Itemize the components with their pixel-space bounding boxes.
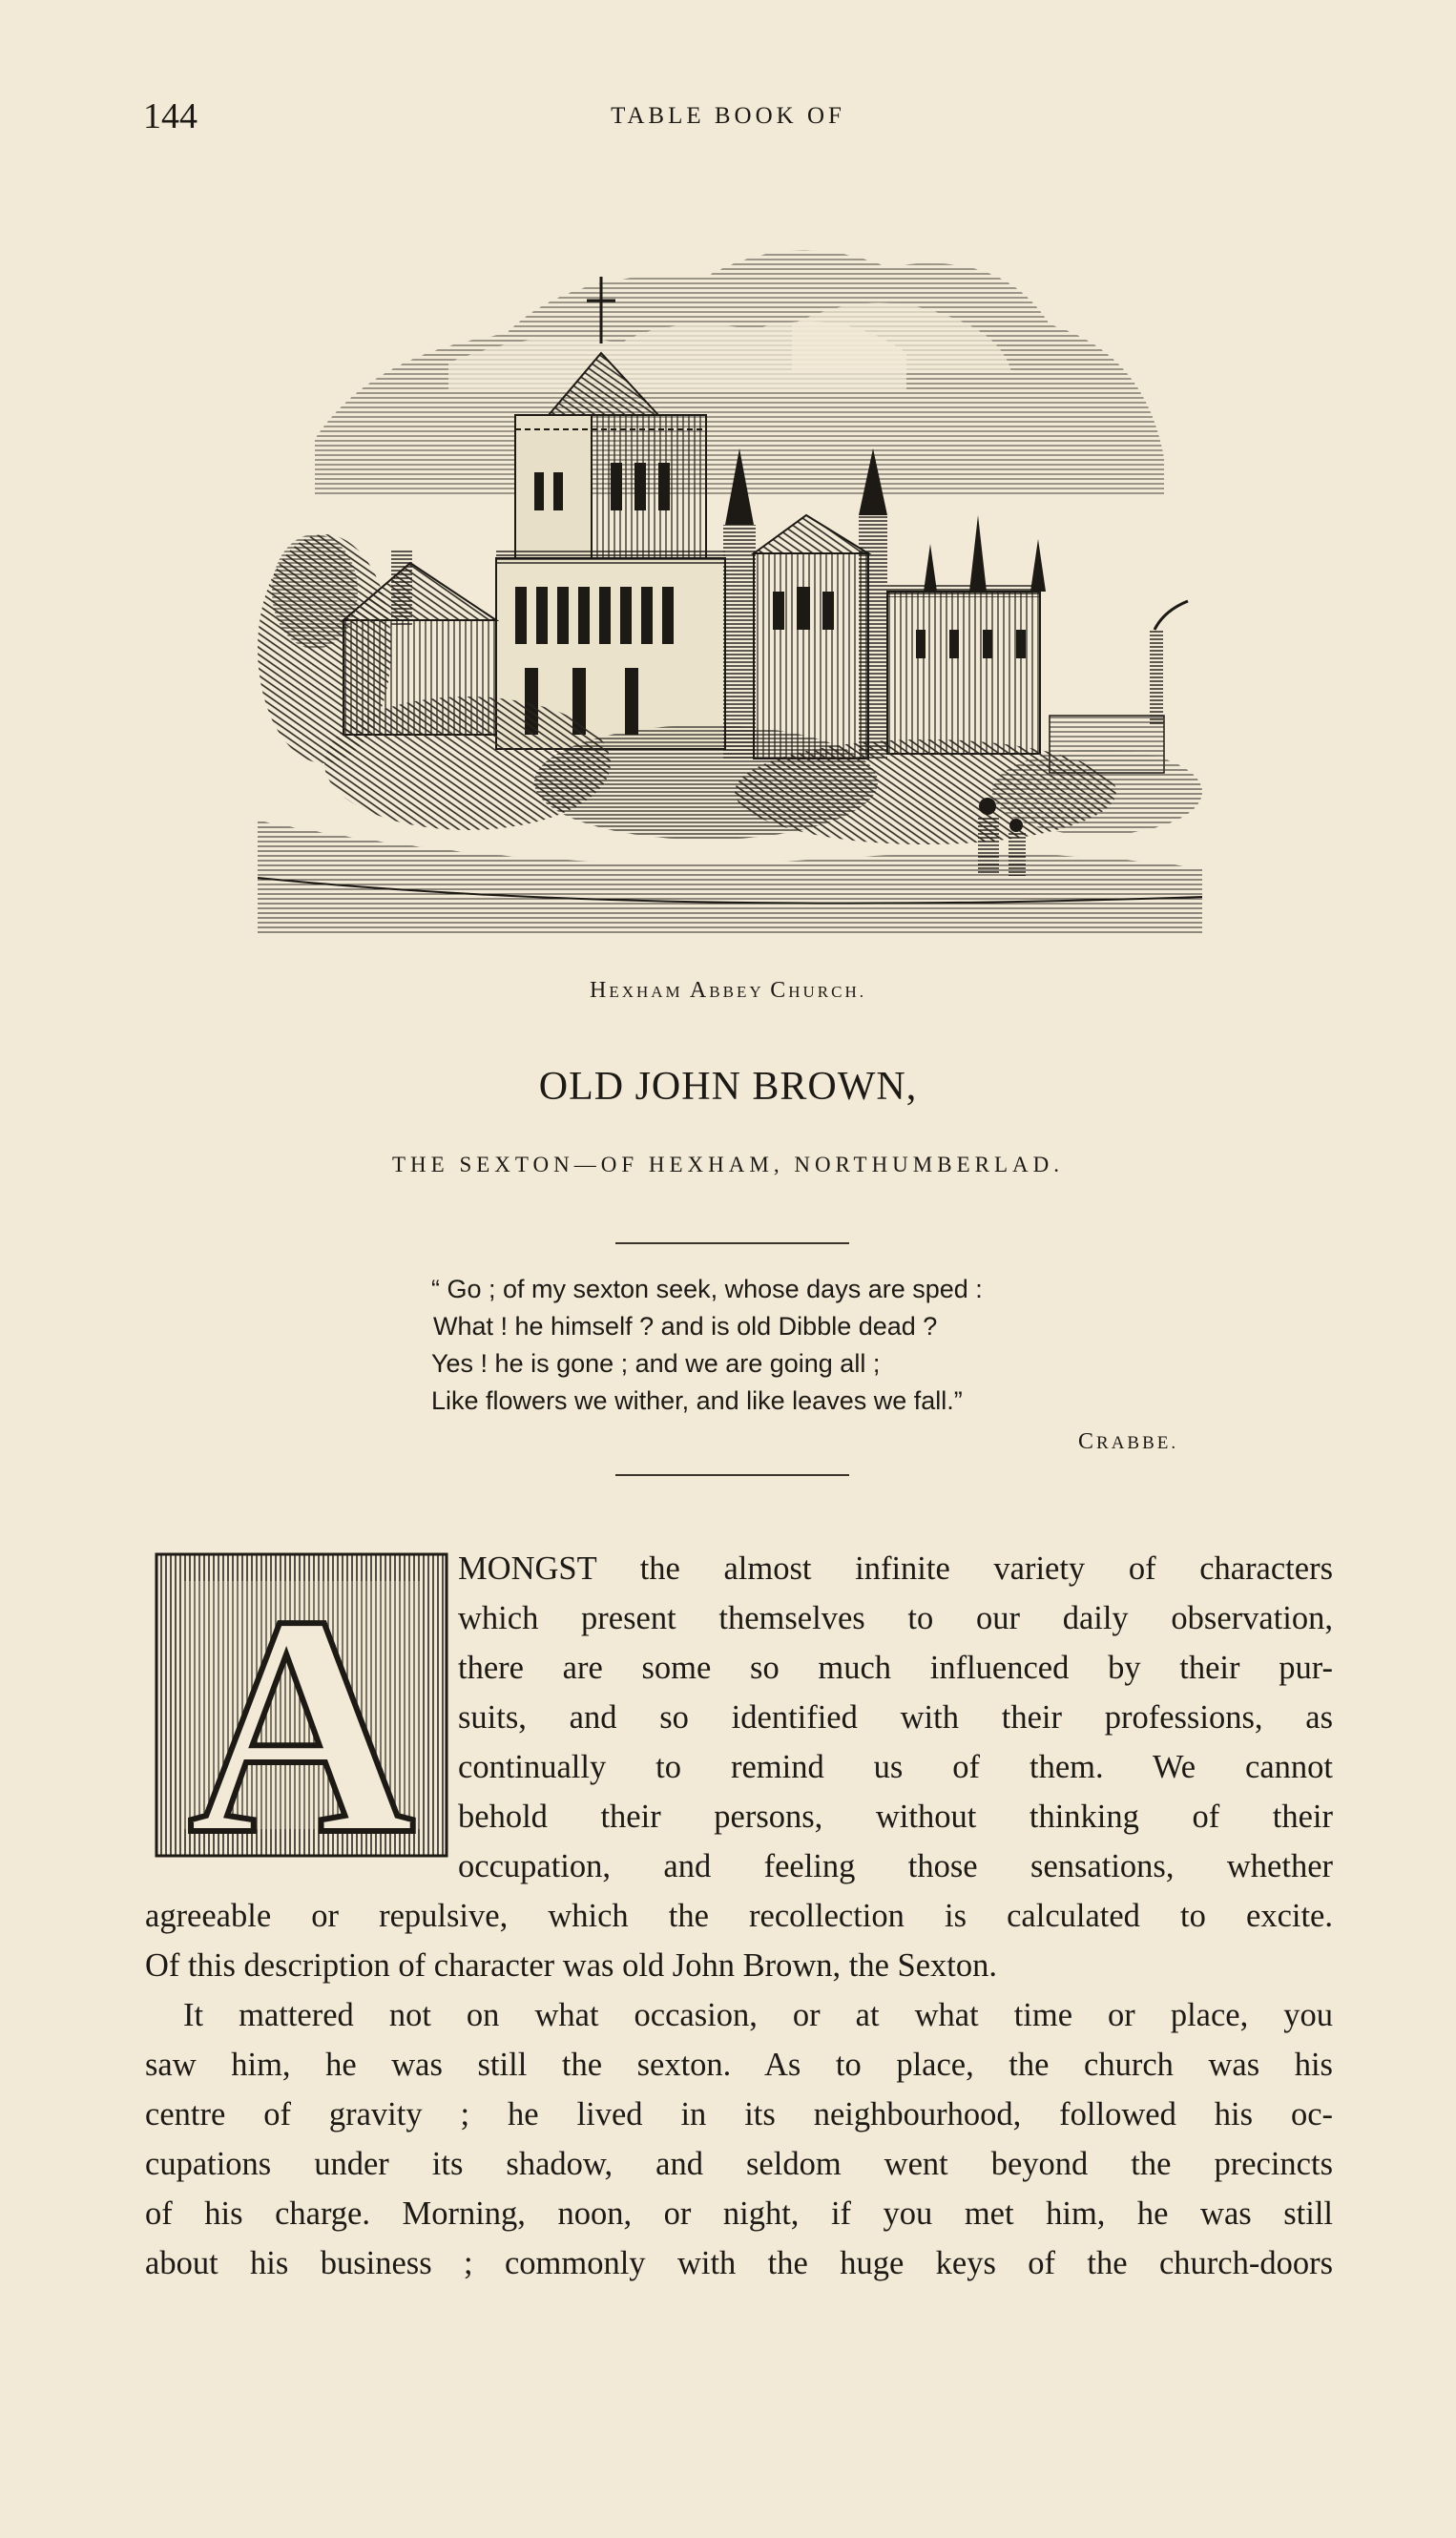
caption-initial-3: C (770, 978, 789, 1003)
epigraph (431, 1271, 1195, 1420)
rule-bottom (615, 1474, 849, 1476)
epigraph-attribution (1078, 1429, 1178, 1455)
opening-paragraph-full (145, 1891, 1333, 1990)
article-subtitle: THE SEXTON—OF HEXHAM, NORTHUMBERLAD. (391, 1153, 1064, 1176)
body-line: suits, and so identified with their professions, as (458, 1699, 1333, 1736)
epigraph-line: “ Go ; of my sexton seek, whose days are sped : (431, 1275, 983, 1303)
attribution-text: RABBE. (1096, 1433, 1179, 1453)
caption-text-1: EXHAM (609, 983, 690, 1001)
decorative-dropcap (155, 1552, 448, 1858)
opening-paragraph-wrapped (458, 1544, 1333, 1891)
rule-top (615, 1242, 849, 1244)
body-line: centre of gravity ; he lived in its neighbourhood, followed his oc- (145, 2096, 1333, 2132)
epigraph-line: What ! he himself ? and is old Dibble dead ? (433, 1312, 938, 1341)
body-line: behold their persons, without thinking of their (458, 1799, 1333, 1835)
epigraph-line: Yes ! he is gone ; and we are going all ; (431, 1349, 881, 1378)
body-line: of his charge. Morning, noon, or night, if you met him, he was still (145, 2195, 1333, 2232)
caption-initial-1: H (589, 978, 610, 1003)
caption-initial-2: A (689, 978, 710, 1003)
body-line: saw him, he was still the sexton. As to place, the church was his (145, 2047, 1333, 2083)
second-paragraph (145, 1990, 1333, 2288)
caption-text-3: HURCH. (788, 983, 867, 1001)
right-buildings (1050, 601, 1188, 773)
body-line: about his business ; commonly with the huge keys of the church-doors (145, 2245, 1333, 2281)
body-line: Of this description of character was old John Brown, the Sexton. (145, 1947, 997, 1984)
body-line: It mattered not on what occasion, or at what time or place, you (183, 1997, 1333, 2033)
body-line: there are some so much influenced by their pur- (458, 1650, 1333, 1686)
attribution-initial: C (1078, 1429, 1097, 1454)
running-title: TABLE BOOK OF (611, 103, 845, 129)
page-number: 144 (143, 96, 198, 136)
body-line: which present themselves to our daily observation, (458, 1600, 1333, 1636)
dropcap-letter: A (187, 1552, 416, 1858)
abbey-church-engraving (258, 210, 1202, 945)
caption-text-2: BBEY (709, 983, 771, 1001)
body-line: MONGST the almost infinite variety of characters (458, 1550, 1333, 1587)
illustration-caption (0, 978, 1456, 1004)
article-title: OLD JOHN BROWN, (538, 1065, 918, 1109)
body-line: agreeable or repulsive, which the recollection is calculated to excite. (145, 1898, 1333, 1934)
body-line: continually to remind us of them. We cannot (458, 1749, 1333, 1785)
running-head (0, 95, 1456, 143)
body-line: cupations under its shadow, and seldom went beyond the precincts (145, 2146, 1333, 2182)
body-line: occupation, and feeling those sensations, whether (458, 1848, 1333, 1884)
epigraph-line: Like flowers we wither, and like leaves we fall.” (431, 1386, 963, 1415)
